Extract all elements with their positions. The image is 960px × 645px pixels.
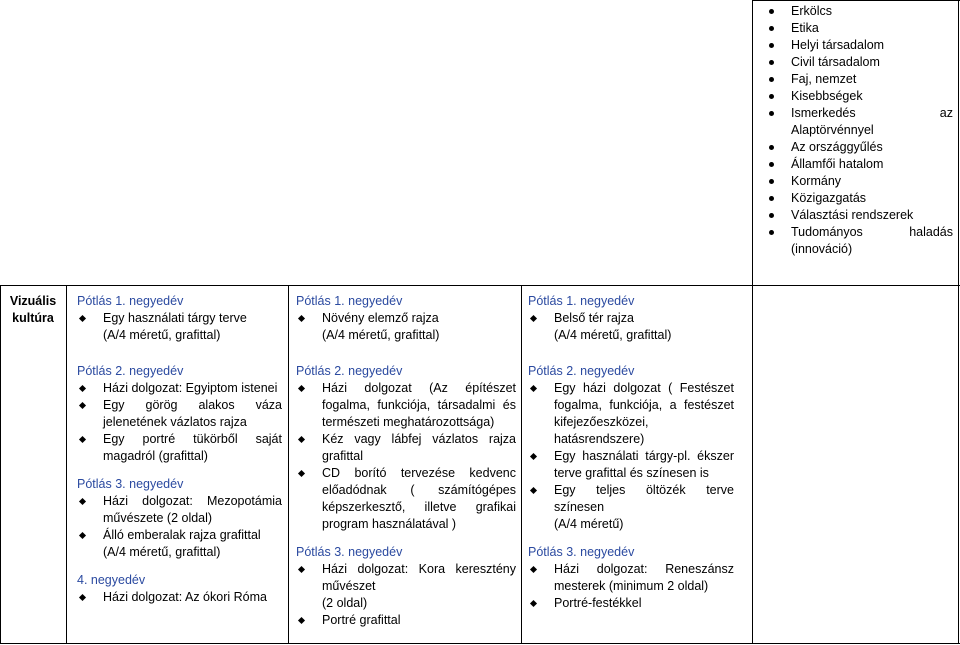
task-list [528,380,734,533]
table-top-border [752,0,960,1]
topic-list-cell [765,3,953,258]
list-item: Erkölcs [765,3,953,20]
table-col-divider [288,285,289,644]
list-item: Egy portré tükörből saját magadról (grafittal) [77,431,282,465]
column-1 [77,293,282,606]
list-item: CD borító tervezése kedvenc előadódnak ( számítógépes képszerkesztő, illetve grafikai program használatával ) [296,465,516,533]
list-item: Ismerkedés az Alaptörvénnyel [765,105,953,139]
list-item: Egy házi dolgozat ( Festészet fogalma, funkciója, a festészet kifejezőeszközei, hatásrendszere) [528,380,734,448]
list-item: Egy teljes öltözék terve színesen (A/4 méretű) [528,482,734,533]
task-list [528,561,734,612]
table-col-divider [752,0,753,644]
period-heading: 4. negyedév [77,573,146,587]
task-list [77,310,282,344]
list-item: Házi dolgozat: Kora keresztény művészet (2 oldal) [296,561,516,612]
table-col-divider [958,0,959,644]
list-item: Az országgyűlés [765,139,953,156]
task-list [77,589,282,606]
list-item: Kisebbségek [765,88,953,105]
list-item: Államfői hatalom [765,156,953,173]
column-2 [296,293,516,629]
list-item: Választási rendszerek [765,207,953,224]
list-item: Portré-festékkel [528,595,734,612]
list-item: Egy használati tárgy-pl. ékszer terve grafittal és színesen is [528,448,734,482]
list-item: Közigazgatás [765,190,953,207]
list-item: Portré grafittal [296,612,516,629]
list-item: Házi dolgozat: Reneszánsz mesterek (minimum 2 oldal) [528,561,734,595]
list-item: Egy görög alakos váza jelenetének vázlatos rajza [77,397,282,431]
task-list [296,310,516,344]
task-list [296,561,516,629]
period-heading: Pótlás 2. negyedév [296,364,403,378]
list-item: Civil társadalom [765,54,953,71]
task-list [77,493,282,561]
period-heading: Pótlás 1. negyedév [528,294,635,308]
list-item: Házi dolgozat (Az építészet fogalma, funkciója, társadalmi és természeti meghatározottsága) [296,380,516,431]
list-item: Egy használati tárgy terve (A/4 méretű, grafittal) [77,310,282,344]
period-heading: Pótlás 1. negyedév [77,294,184,308]
list-item: Házi dolgozat: Mezopotámia művészete (2 oldal) [77,493,282,527]
list-item: Belső tér rajza (A/4 méretű, grafittal) [528,310,734,344]
list-item: Kormány [765,173,953,190]
period-heading: Pótlás 1. negyedév [296,294,403,308]
period-heading: Pótlás 3. negyedév [528,545,635,559]
task-list [296,380,516,533]
period-heading: Pótlás 3. negyedév [296,545,403,559]
list-item: Faj, nemzet [765,71,953,88]
list-item: Házi dolgozat: Az ókori Róma [77,589,282,606]
table-col-divider [66,285,67,644]
list-item: Házi dolgozat: Egyiptom istenei [77,380,282,397]
list-item: Álló emberalak rajza grafittal (A/4 méretű, grafittal) [77,527,282,561]
period-heading: Pótlás 2. negyedév [77,364,184,378]
list-item: Tudományos haladás (innováció) [765,224,953,258]
task-list [77,380,282,465]
task-list [528,310,734,344]
topic-list [765,3,953,258]
list-item: Növény elemző rajza (A/4 méretű, grafittal) [296,310,516,344]
row-label: Vizuális kultúra [9,294,57,325]
table-bottom-border [0,643,960,644]
table-row-divider [0,285,960,286]
period-heading: Pótlás 2. negyedév [528,364,635,378]
period-heading: Pótlás 3. negyedév [77,477,184,491]
table-col-divider [0,285,1,644]
column-3 [528,293,734,612]
list-item: Helyi társadalom [765,37,953,54]
list-item: Etika [765,20,953,37]
table-col-divider [521,285,522,644]
list-item: Kéz vagy lábfej vázlatos rajza grafittal [296,431,516,465]
